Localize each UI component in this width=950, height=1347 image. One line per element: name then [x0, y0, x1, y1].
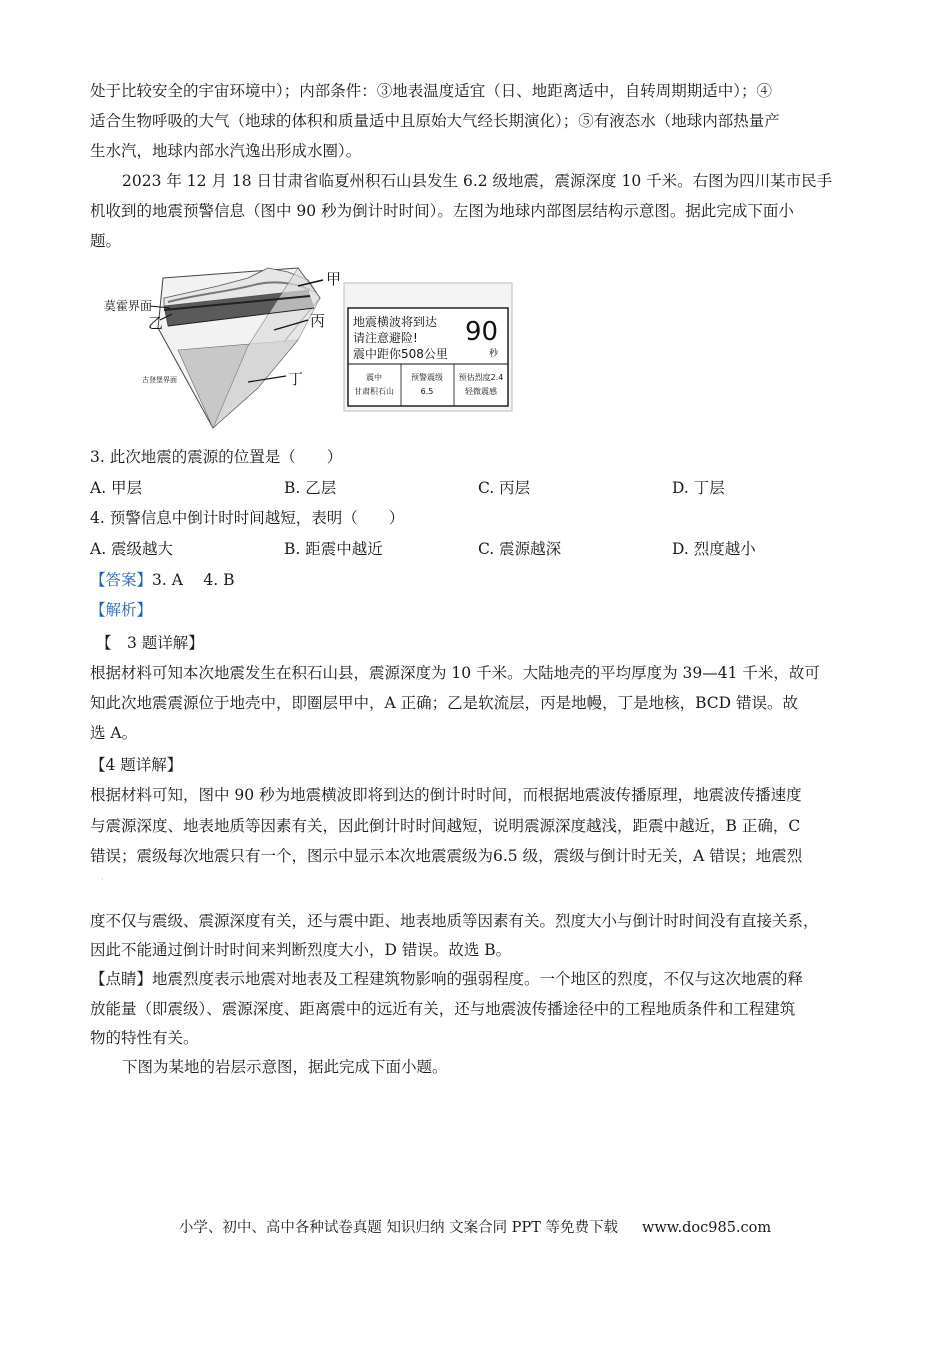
earth-interior-diagram	[98, 258, 343, 438]
page-break-mark: ·	[101, 875, 104, 884]
label-bing: 丙	[310, 312, 326, 330]
point-line-2: 放能量（即震级）、震源深度、距离震中的远近有关，还与地震波传播途径中的工程地质条件和工程建筑	[90, 1000, 796, 1018]
label-ding: 丁	[288, 370, 304, 388]
detail-3-line-3: 选 A。	[90, 724, 138, 742]
q3-option-d: D. 丁层	[672, 479, 725, 497]
detail-3-line-1: 根据材料可知本次地震发生在积石山县，震源深度为 10 千米。大陆地壳的平均厚度为 39—41 千米，故可	[90, 664, 820, 682]
detail-4-line-4: 度不仅与震级、震源深度有关，还与震中距、地表地质等因素有关。烈度大小与倒计时时间没有直接关系，	[90, 912, 819, 930]
question-4-stem: 4. 预警信息中倒计时时间越短，表明（ ）	[90, 509, 405, 527]
intro-line-2: 适合生物呼吸的大气（地球的体积和质量适中且原始大气经长期演化）；⑤有液态水（地球内部热量产	[90, 112, 780, 130]
q4-option-c: C. 震源越深	[478, 540, 562, 558]
label-yi: 乙	[148, 314, 164, 332]
intro-line-1: 处于比较安全的宇宙环境中）；内部条件：③地表温度适宜（日、地距离适中，自转周期期适中）；④	[90, 82, 773, 100]
countdown-unit: 秒	[489, 349, 499, 359]
q4-option-a: A. 震级越大	[90, 540, 174, 558]
material-line-1: 2023 年 12 月 18 日甘肃省临夏州积石山县发生 6.2 级地震，震源深度 10 千米。右图为四川某市民手	[122, 172, 833, 190]
countdown-number: 90	[465, 317, 499, 347]
q3-option-c: C. 丙层	[478, 479, 531, 497]
label-jia: 甲	[326, 270, 342, 288]
point-line-3: 物的特性有关。	[90, 1029, 199, 1047]
detail-4-line-1: 根据材料可知，图中 90 秒为地震横波即将到达的倒计时时间，而根据地震波传播原理，地震波传播速度	[90, 786, 802, 804]
moho-label: 莫霍界面	[104, 299, 153, 313]
magnitude-label: 预警震级	[411, 373, 443, 382]
detail-4-line-5: 因此不能通过倒计时时间来判断烈度大小，D 错误。故选 B。	[90, 941, 512, 959]
message-line-3: 震中距你508公里	[353, 347, 448, 361]
message-line-1: 地震横波将到达	[353, 315, 438, 329]
detail-4-line-2: 与震源深度、地表地质等因素有关，因此倒计时时间越短，说明震源深度越浅，距震中越近，B 正确，C	[90, 817, 801, 835]
earth-interior-svg	[98, 258, 343, 438]
point-line-1	[90, 964, 870, 994]
detail-4-heading: 【4 题详解】	[90, 756, 183, 774]
intro-line-3: 生水汽，地球内部水汽逸出形成水圈）。	[90, 142, 362, 160]
analysis-label: 【解析】	[90, 601, 153, 619]
q3-option-a: A. 甲层	[90, 479, 143, 497]
point-label: 【点睛】	[90, 970, 153, 988]
intensity-label: 预估烈度2.4	[458, 373, 504, 382]
question-3-stem: 3. 此次地震的震源的位置是（ ）	[90, 448, 343, 466]
message-line-2: 请注意避险!	[353, 331, 418, 345]
q4-option-d: D. 烈度越小	[672, 540, 756, 558]
next-question-intro: 下图为某地的岩层示意图，据此完成下面小题。	[122, 1058, 448, 1076]
gutenberg-label: 古登堡界面	[142, 376, 177, 384]
detail-4-line-3: 错误；震级每次地震只有一个，图示中显示本次地震震级为6.5 级，震级与倒计时无关，A 错误；地震烈	[90, 847, 803, 865]
footer-site: www.doc985.com	[641, 1220, 772, 1236]
material-line-2: 机收到的地震预警信息（图中 90 秒为倒计时时间）。左图为地球内部图层结构示意图。据此完成下面小	[90, 202, 794, 220]
answer-label: 【答案】	[90, 571, 153, 589]
detail-3-heading: 【 3 题详解】	[96, 634, 204, 652]
answer-text: 3. A 4. B	[152, 571, 235, 589]
magnitude-value: 6.5	[420, 387, 434, 396]
intensity-value: 轻微震感	[465, 387, 497, 396]
q4-option-b: B. 距震中越近	[284, 540, 383, 558]
answer-line	[90, 565, 870, 595]
detail-3-line-2: 知此次地震震源位于地壳中，即圈层甲中，A 正确；乙是软流层，丙是地幔，丁是地核，BCD 错误。故	[90, 694, 799, 712]
earthquake-warning-message	[343, 282, 513, 412]
q3-option-b: B. 乙层	[284, 479, 337, 497]
page-footer	[0, 1216, 950, 1240]
footer-text: 小学、初中、高中各种试卷真题 知识归纳 文案合同 PPT 等免费下载	[178, 1220, 618, 1236]
material-line-3: 题。	[90, 232, 122, 250]
epicenter-value: 甘肃积石山	[354, 387, 394, 396]
point-text-1: 地震烈度表示地震对地表及工程建筑物影响的强弱程度。一个地区的烈度，不仅与这次地震的释	[152, 970, 804, 988]
warning-message-svg	[343, 282, 513, 412]
epicenter-label: 震中	[366, 373, 382, 382]
